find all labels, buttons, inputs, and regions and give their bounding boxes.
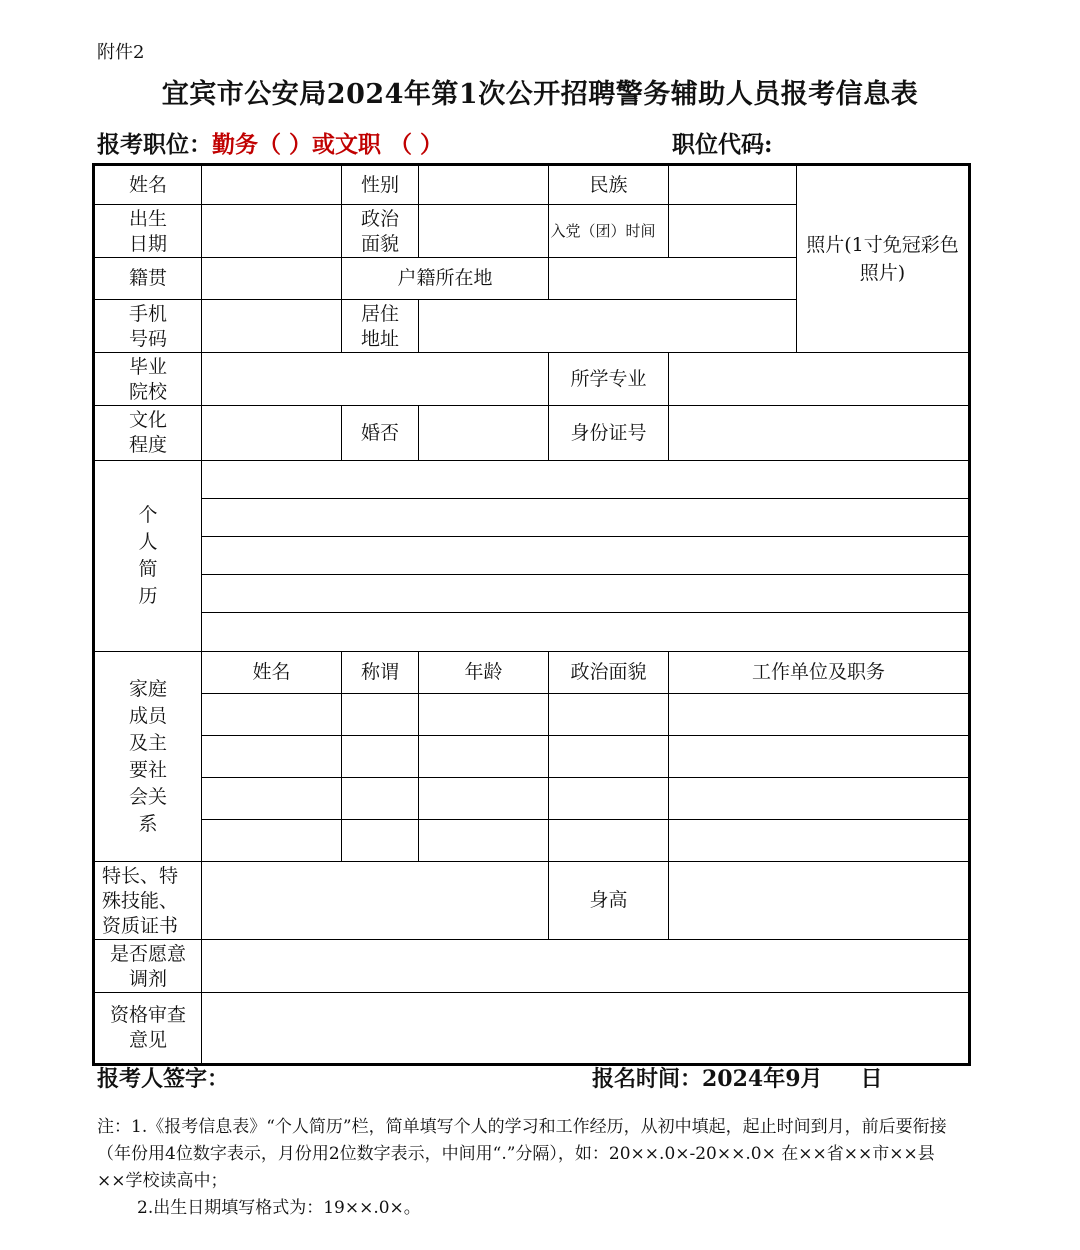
date-day: 日	[860, 1066, 883, 1092]
family-col-age: 年龄	[419, 652, 549, 694]
graduate-school-label	[94, 353, 202, 406]
position-label: 报考职位：	[97, 131, 212, 158]
position-options[interactable]: 勤务（ ）或文职 （ ）	[212, 131, 444, 158]
family-col-relation: 称谓	[342, 652, 419, 694]
adjust-field[interactable]	[202, 940, 970, 993]
review-field[interactable]	[202, 993, 970, 1065]
notes-block	[97, 1114, 957, 1222]
family-cell[interactable]	[549, 736, 669, 778]
form-title: 宜宾市公安局2024年第1次公开招聘警务辅助人员报考信息表	[161, 79, 919, 110]
ethnicity-label: 民族	[549, 165, 669, 205]
ethnicity-field[interactable]	[669, 165, 797, 205]
family-cell[interactable]	[419, 736, 549, 778]
native-place-label: 籍贯	[94, 258, 202, 300]
party-join-text: 入党（团）时间	[550, 222, 656, 240]
date-label: 报名时间：2024年9月	[592, 1066, 823, 1092]
household-location-field[interactable]	[549, 258, 797, 300]
family-cell[interactable]	[669, 736, 970, 778]
id-number-label: 身份证号	[549, 406, 669, 461]
signature-label: 报考人签字：	[97, 1066, 230, 1092]
family-cell[interactable]	[342, 778, 419, 820]
family-text: 家庭成员及主要社会关系	[128, 677, 167, 835]
family-cell[interactable]	[419, 820, 549, 862]
mobile-text: 手机号码	[128, 303, 167, 350]
family-cell[interactable]	[669, 820, 970, 862]
family-cell[interactable]	[202, 778, 342, 820]
mobile-label	[94, 300, 202, 353]
skills-text: 特长、特殊技能、资质证书	[102, 865, 179, 937]
family-cell[interactable]	[549, 778, 669, 820]
resume-line-3[interactable]	[202, 537, 970, 575]
resume-line-1[interactable]	[202, 461, 970, 499]
family-cell[interactable]	[419, 694, 549, 736]
position-code-label: 职位代码:	[672, 131, 773, 158]
household-location-label: 户籍所在地	[342, 258, 549, 300]
family-cell[interactable]	[669, 694, 970, 736]
position-line	[97, 126, 443, 159]
education-label	[94, 406, 202, 461]
name-label: 姓名	[94, 165, 202, 205]
family-cell[interactable]	[549, 820, 669, 862]
political-status-text: 政治面貌	[360, 208, 399, 255]
photo-box[interactable]: 照片(1寸免冠彩色照片)	[797, 165, 970, 353]
note-1: 注：1.《报考信息表》“个人简历”栏，简单填写个人的学习和工作经历，从初中填起，起止时间到月，前后要衔接（年份用4位数字表示，月份用2位数字表示，中间用“.”分隔），如：20××.0×-20××.0× 在××省××市××县××学校读高中；	[97, 1117, 947, 1191]
registration-form-table	[92, 163, 971, 1066]
resume-line-2[interactable]	[202, 499, 970, 537]
birth-date-text: 出生日期	[128, 208, 167, 255]
family-cell[interactable]	[669, 778, 970, 820]
attachment-label: 附件2	[97, 42, 145, 63]
resume-line-4[interactable]	[202, 575, 970, 613]
review-text: 资格审查意见	[109, 1004, 186, 1051]
review-label	[94, 993, 202, 1065]
address-label	[342, 300, 419, 353]
political-status-field[interactable]	[419, 205, 549, 258]
family-cell[interactable]	[342, 820, 419, 862]
name-field[interactable]	[202, 165, 342, 205]
family-cell[interactable]	[202, 820, 342, 862]
height-field[interactable]	[669, 862, 970, 940]
skills-field[interactable]	[202, 862, 549, 940]
birth-date-label	[94, 205, 202, 258]
resume-line-5[interactable]	[202, 613, 970, 652]
graduate-school-field[interactable]	[202, 353, 549, 406]
resume-text: 个人简历	[138, 504, 158, 607]
address-text: 居住地址	[360, 303, 399, 350]
registration-date	[592, 1062, 883, 1093]
gender-field[interactable]	[419, 165, 549, 205]
family-col-work: 工作单位及职务	[669, 652, 970, 694]
resume-label	[94, 461, 202, 652]
id-number-field[interactable]	[669, 406, 970, 461]
political-status-label	[342, 205, 419, 258]
family-col-political: 政治面貌	[549, 652, 669, 694]
party-join-field[interactable]	[669, 205, 797, 258]
family-cell[interactable]	[342, 736, 419, 778]
gender-label: 性别	[342, 165, 419, 205]
marital-label: 婚否	[342, 406, 419, 461]
party-join-label	[549, 205, 669, 258]
education-text: 文化程度	[128, 409, 167, 456]
family-cell[interactable]	[202, 736, 342, 778]
birth-date-field[interactable]	[202, 205, 342, 258]
skills-label	[94, 862, 202, 940]
height-label: 身高	[549, 862, 669, 940]
education-field[interactable]	[202, 406, 342, 461]
address-field[interactable]	[419, 300, 797, 353]
marital-field[interactable]	[419, 406, 549, 461]
family-cell[interactable]	[549, 694, 669, 736]
family-cell[interactable]	[419, 778, 549, 820]
family-cell[interactable]	[202, 694, 342, 736]
family-cell[interactable]	[342, 694, 419, 736]
family-label	[94, 652, 202, 862]
major-field[interactable]	[669, 353, 970, 406]
mobile-field[interactable]	[202, 300, 342, 353]
native-place-field[interactable]	[202, 258, 342, 300]
adjust-label	[94, 940, 202, 993]
note-2: 2.出生日期填写格式为：19××.0×。	[137, 1198, 421, 1218]
graduate-school-text: 毕业院校	[128, 356, 167, 403]
family-col-name: 姓名	[202, 652, 342, 694]
adjust-text: 是否愿意调剂	[109, 943, 186, 990]
major-label: 所学专业	[549, 353, 669, 406]
